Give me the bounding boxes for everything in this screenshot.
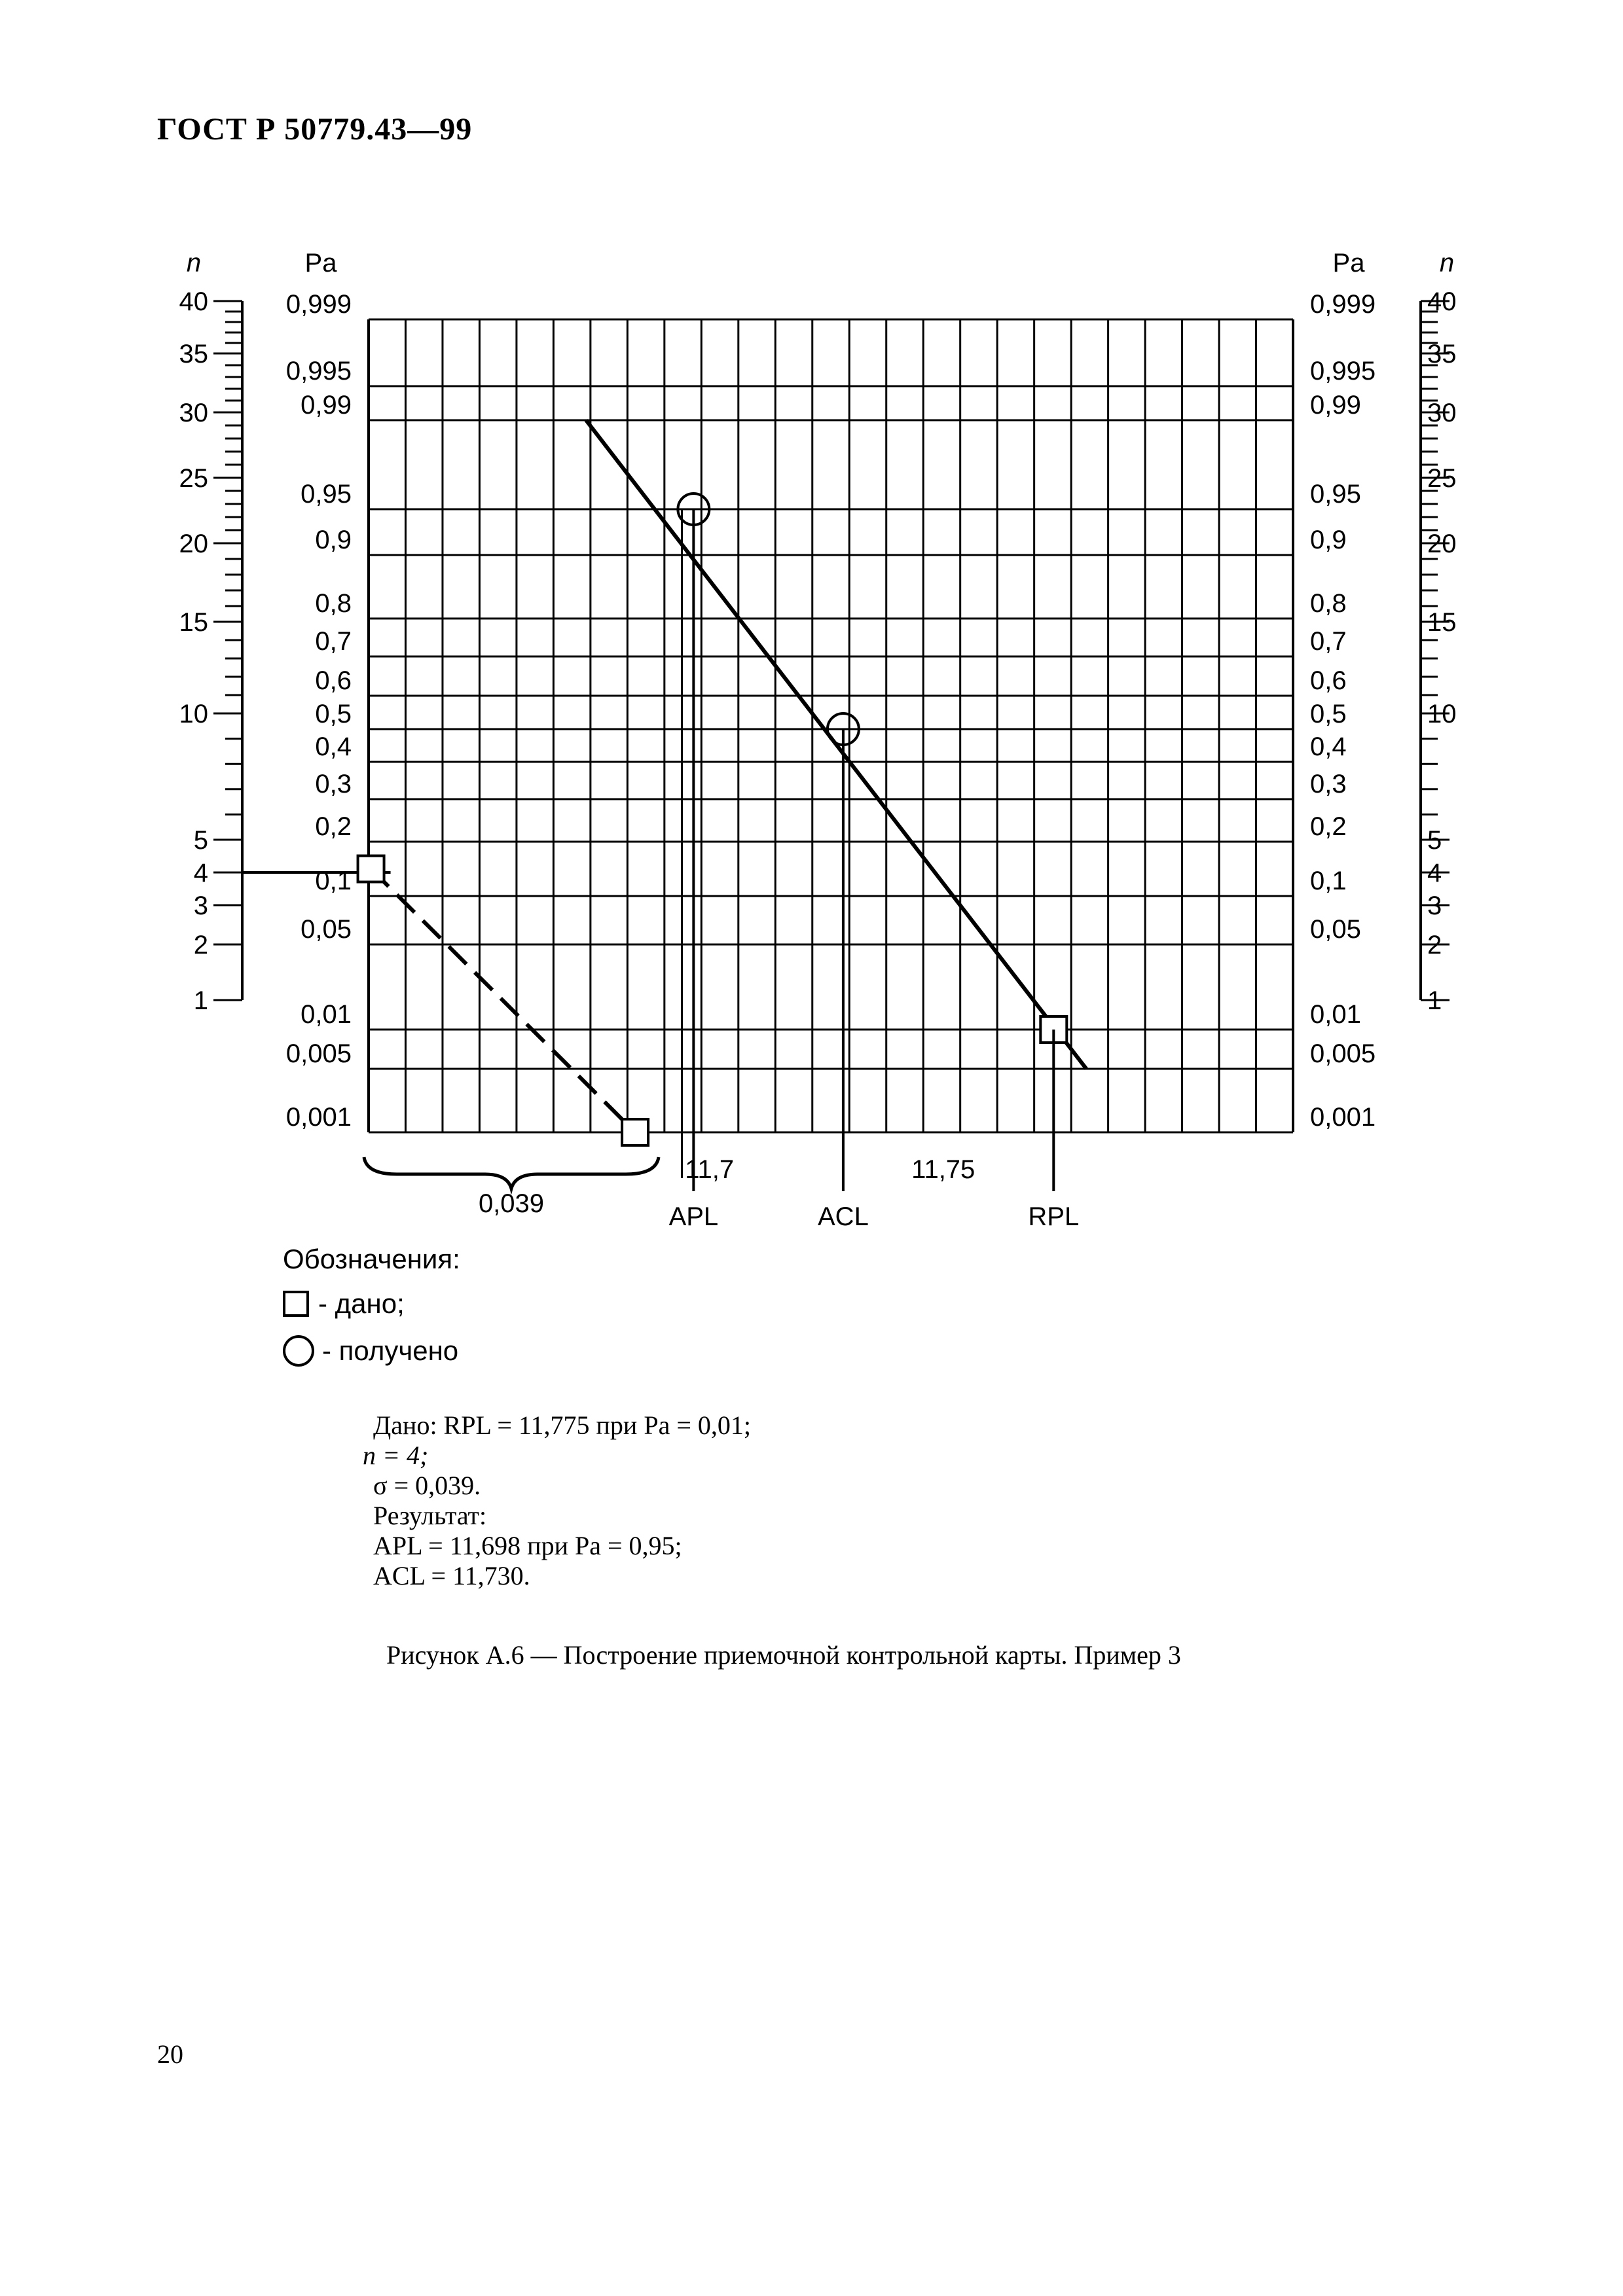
n-tick-label-right: 1 [1427, 986, 1442, 1015]
n-tick-label-left: 3 [193, 891, 208, 920]
x-tick-label: 11,7 [685, 1155, 735, 1184]
pa-tick-label-left: 0,9 [315, 526, 352, 554]
pa-tick-label-right: 0,01 [1310, 1000, 1361, 1029]
pa-axis-title-left: Pa [304, 249, 337, 278]
pa-tick-label-left: 0,2 [315, 812, 352, 841]
pa-tick-label-left: 0,001 [285, 1103, 352, 1132]
given-line: σ = 0,039. [373, 1471, 481, 1500]
n-tick-label-left: 1 [193, 986, 208, 1015]
control-label-apl: APL [668, 1202, 719, 1231]
chart-annotations [364, 509, 1079, 1231]
x-tick-label: 11,75 [911, 1155, 976, 1184]
n-tick-label-right: 3 [1427, 891, 1442, 920]
pa-tick-label-left: 0,999 [285, 290, 352, 319]
control-label-acl: ACL [818, 1202, 869, 1231]
pa-tick-label-right: 0,001 [1310, 1103, 1376, 1132]
n-tick-label-right: 10 [1427, 700, 1457, 728]
page-number: 20 [157, 2039, 183, 2069]
pa-tick-label-right: 0,05 [1310, 915, 1361, 944]
circle-marker-icon [283, 1335, 314, 1367]
legend-title: Обозначения: [283, 1244, 460, 1274]
given-line: Результат: [373, 1501, 487, 1530]
pa-tick-label-left: 0,005 [285, 1039, 352, 1068]
n-axis-title-right: n [1439, 249, 1455, 278]
n-tick-label-right: 25 [1427, 464, 1457, 493]
document-header: ГОСТ Р 50779.43—99 [157, 112, 473, 147]
n-tick-label-left: 35 [179, 340, 208, 368]
pa-tick-label-right: 0,4 [1310, 732, 1347, 761]
pa-tick-label-right: 0,7 [1310, 627, 1347, 656]
pa-tick-label-right: 0,2 [1310, 812, 1347, 841]
legend-given [283, 1288, 405, 1319]
brace-label: 0,039 [478, 1189, 545, 1218]
n-tick-label-left: 25 [179, 464, 208, 493]
n-tick-label-left: 20 [179, 529, 208, 558]
pa-tick-label-left: 0,3 [315, 770, 352, 798]
sigma-brace [364, 1157, 659, 1189]
legend-obtained-label: - получено [322, 1335, 459, 1366]
pa-tick-label-right: 0,005 [1310, 1039, 1376, 1068]
n-tick-label-right: 35 [1427, 340, 1457, 368]
pa-tick-label-left: 0,01 [301, 1000, 352, 1029]
chart-grid [369, 319, 1293, 1132]
n-axis-title-left: n [186, 249, 202, 278]
n-tick-label-right: 5 [1427, 826, 1442, 855]
pa-tick-label-right: 0,5 [1310, 700, 1347, 728]
pa-tick-label-left: 0,05 [301, 915, 352, 944]
n-tick-label-left: 15 [179, 608, 208, 637]
control-label-rpl: RPL [1028, 1202, 1080, 1231]
given-line: n = 4; [363, 1441, 429, 1470]
square-marker [622, 1119, 648, 1145]
n-tick-label-left: 2 [193, 931, 208, 960]
pa-tick-label-left: 0,6 [315, 666, 352, 695]
pa-tick-label-right: 0,3 [1310, 770, 1347, 798]
pa-tick-label-left: 0,99 [301, 391, 352, 420]
n-tick-label-left: 10 [179, 700, 208, 728]
pa-tick-label-left: 0,995 [285, 357, 352, 386]
n-tick-label-left: 30 [179, 399, 208, 427]
n-tick-label-right: 30 [1427, 399, 1457, 427]
n-tick-label-right: 2 [1427, 931, 1442, 960]
pa-tick-label-right: 0,8 [1310, 589, 1347, 618]
n-tick-label-left: 5 [193, 826, 208, 855]
pa-tick-label-left: 0,95 [301, 480, 352, 509]
n-tick-label-right: 15 [1427, 608, 1457, 637]
square-marker-icon [283, 1291, 309, 1317]
pa-tick-label-left: 0,1 [315, 867, 352, 895]
pa-tick-label-right: 0,99 [1310, 391, 1361, 420]
square-marker [358, 856, 384, 882]
pa-tick-label-left: 0,5 [315, 700, 352, 728]
left-n-scale [179, 249, 243, 1015]
n-tick-label-right: 20 [1427, 529, 1457, 558]
n-tick-label-left: 4 [193, 859, 208, 888]
pa-tick-label-left: 0,7 [315, 627, 352, 656]
right-n-scale [1421, 249, 1457, 1015]
pa-tick-label-right: 0,999 [1310, 290, 1376, 319]
pa-tick-label-right: 0,9 [1310, 526, 1347, 554]
dashed-series-line [371, 869, 636, 1133]
given-block [363, 1410, 751, 1591]
n-tick-label-right: 40 [1427, 287, 1457, 316]
pa-tick-label-right: 0,1 [1310, 867, 1347, 895]
pa-tick-label-right: 0,6 [1310, 666, 1347, 695]
given-line: ACL = 11,730. [373, 1561, 530, 1590]
figure-caption: Рисунок А.6 — Построение приемочной контрольной карты. Пример 3 [386, 1640, 1181, 1670]
given-line: APL = 11,698 при Pa = 0,95; [373, 1531, 682, 1560]
pa-tick-label-left: 0,4 [315, 732, 352, 761]
n-tick-label-left: 40 [179, 287, 208, 316]
n-tick-label-right: 4 [1427, 859, 1442, 888]
legend-obtained [283, 1335, 458, 1367]
legend-given-label: - дано; [318, 1288, 405, 1319]
pa-tick-label-right: 0,95 [1310, 480, 1361, 509]
pa-axis-title-right: Pa [1332, 249, 1365, 278]
pa-tick-labels [286, 249, 1376, 1132]
pa-tick-label-left: 0,8 [315, 589, 352, 618]
pa-tick-label-right: 0,995 [1310, 357, 1376, 386]
given-line: Дано: RPL = 11,775 при Pa = 0,01; [373, 1410, 751, 1440]
